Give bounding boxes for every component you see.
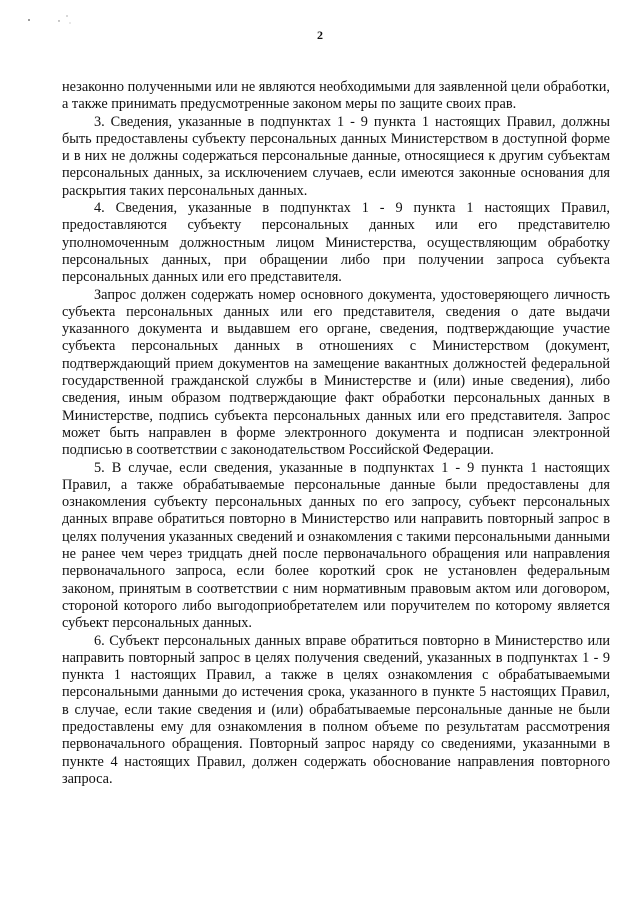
paragraph-item-4: 4. Сведения, указанные в подпунктах 1 - 9 пункта 1 настоящих Правил, предоставляются субъекту персональных данных или его представителю уполномоченным должностным лицом Министерства, осуществляющим обработку персональных данных, при обращении либо при получении запроса субъекта персональных данных или его представителя.	[62, 200, 610, 286]
document-body	[62, 79, 610, 788]
paragraph-continuation: незаконно полученными или не являются необходимыми для заявленной цели обработки, а также принимать предусмотренные законом меры по защите своих прав.	[62, 79, 610, 113]
paragraph-item-5: 5. В случае, если сведения, указанные в подпунктах 1 - 9 пункта 1 настоящих Правил, а также обрабатываемые персональные данные были предоставлены для ознакомления субъекту персональных данных по его запросу, субъект персональных данных вправе обратиться повторно в Министерство или направить повторный запрос в целях получения указанных сведений и ознакомления с такими персональными данными не ранее чем через тридцать дней после первоначального обращения или направления первоначального запроса, если более короткий срок не установлен федеральным законом, принятым в соответствии с ним нормативным правовым актом или договором, стороной которого либо выгодоприобретателем или поручителем по которому является субъект персональных данных.	[62, 459, 610, 632]
scan-specks	[26, 12, 76, 26]
paragraph-request-requirements: Запрос должен содержать номер основного документа, удостоверяющего личность субъекта персональных данных или его представителя, сведения о дате выдачи указанного документа и выдавшем его органе, сведения, подтверждающие участие субъекта персональных данных в отношениях с Министерством (документ, подтверждающий прием документов на замещение вакантных должностей федеральной государственной гражданской службы в Министерстве и (или) иные сведения), либо сведения, иным образом подтверждающие факт обработки персональных данных в Министерстве, подпись субъекта персональных данных или его представителя. Запрос может быть направлен в форме электронного документа и подписан электронной подписью в соответствии с законодательством Российской Федерации.	[62, 286, 610, 459]
paragraph-item-3: 3. Сведения, указанные в подпунктах 1 - 9 пункта 1 настоящих Правил, должны быть предоставлены субъекту персональных данных Министерством в доступной форме и в них не должны содержаться персональные данные, относящиеся к другим субъектам персональных данных, за исключением случаев, если имеются законные основания для раскрытия таких персональных данных.	[62, 113, 610, 199]
paragraph-item-6: 6. Субъект персональных данных вправе обратиться повторно в Министерство или направить повторный запрос в целях получения сведений, указанных в подпунктах 1 - 9 пункта 1 настоящих Правил, а также в целях ознакомления с обрабатываемыми персональными данными до истечения срока, указанного в пункте 5 настоящих Правил, в случае, если такие сведения и (или) обрабатываемые персональные данные не были предоставлены ему для ознакомления в полном объеме по результатам рассмотрения первоначального обращения. Повторный запрос наряду со сведениями, указанными в пункте 4 настоящих Правил, должен содержать обоснование направления повторного запроса.	[62, 632, 610, 787]
page-number: 2	[317, 28, 323, 42]
